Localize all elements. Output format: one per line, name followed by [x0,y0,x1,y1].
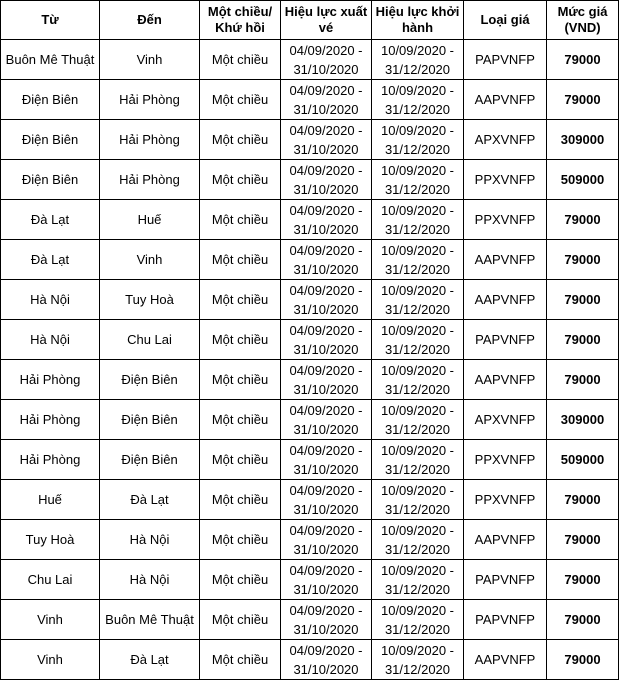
table-row [1,40,619,80]
table-row [1,280,619,320]
cell-trip-type: Một chiều [200,280,281,320]
ticketing-end-date: 31/10/2020 [293,221,359,237]
cell-to: Điện Biên [100,400,200,440]
ticketing-start-date: 04/09/2020 - [289,322,363,338]
cell-trip-type: Một chiều [200,320,281,360]
cell-travel-validity [372,200,464,240]
cell-to: Hà Nội [100,520,200,560]
cell-price: 509000 [547,440,619,480]
cell-to: Hà Nội [100,560,200,600]
ticketing-end-date: 31/10/2020 [293,101,359,117]
cell-fare-class: AAPVNFP [464,360,547,400]
cell-from: Đà Lạt [1,240,100,280]
cell-trip-type: Một chiều [200,400,281,440]
cell-ticketing-validity [281,320,372,360]
table-body [1,40,619,680]
ticketing-end-date: 31/10/2020 [293,181,359,197]
table-row [1,360,619,400]
cell-ticketing-validity [281,80,372,120]
travel-end-date: 31/12/2020 [384,301,451,317]
ticketing-start-date: 04/09/2020 - [289,642,363,658]
travel-end-date: 31/12/2020 [384,221,451,237]
cell-travel-validity [372,480,464,520]
cell-from: Vinh [1,600,100,640]
cell-fare-class: PPXVNFP [464,440,547,480]
header-fare-class: Loại giá [464,1,547,40]
cell-to: Buôn Mê Thuật [100,600,200,640]
cell-fare-class: APXVNFP [464,120,547,160]
table-row [1,480,619,520]
cell-price: 79000 [547,280,619,320]
cell-travel-validity [372,560,464,600]
cell-fare-class: PAPVNFP [464,600,547,640]
cell-ticketing-validity [281,600,372,640]
travel-end-date: 31/12/2020 [384,541,451,557]
cell-fare-class: PAPVNFP [464,560,547,600]
cell-fare-class: PPXVNFP [464,480,547,520]
table-row [1,320,619,360]
travel-end-date: 31/12/2020 [384,61,451,77]
cell-price: 309000 [547,400,619,440]
cell-from: Điện Biên [1,120,100,160]
ticketing-start-date: 04/09/2020 - [289,42,363,58]
cell-to: Chu Lai [100,320,200,360]
cell-price: 79000 [547,80,619,120]
cell-trip-type: Một chiều [200,80,281,120]
table-row [1,560,619,600]
cell-ticketing-validity [281,520,372,560]
cell-price: 79000 [547,200,619,240]
cell-from: Tuy Hoà [1,520,100,560]
cell-price: 79000 [547,520,619,560]
cell-ticketing-validity [281,640,372,680]
header-trip-type: Một chiều/ Khứ hồi [200,1,281,40]
cell-ticketing-validity [281,160,372,200]
ticketing-start-date: 04/09/2020 - [289,122,363,138]
travel-start-date: 10/09/2020 - [380,402,454,418]
cell-from: Hà Nội [1,280,100,320]
cell-fare-class: AAPVNFP [464,280,547,320]
cell-travel-validity [372,120,464,160]
table-row [1,400,619,440]
header-ticketing-validity: Hiệu lực xuất vé [281,1,372,40]
cell-from: Huế [1,480,100,520]
ticketing-start-date: 04/09/2020 - [289,562,363,578]
cell-trip-type: Một chiều [200,440,281,480]
header-to: Đến [100,1,200,40]
cell-price: 79000 [547,360,619,400]
cell-ticketing-validity [281,560,372,600]
cell-trip-type: Một chiều [200,560,281,600]
cell-from: Đà Lạt [1,200,100,240]
travel-end-date: 31/12/2020 [384,181,451,197]
cell-travel-validity [372,360,464,400]
cell-to: Hải Phòng [100,160,200,200]
ticketing-start-date: 04/09/2020 - [289,442,363,458]
cell-ticketing-validity [281,440,372,480]
cell-fare-class: PPXVNFP [464,200,547,240]
cell-trip-type: Một chiều [200,240,281,280]
travel-start-date: 10/09/2020 - [380,322,454,338]
ticketing-start-date: 04/09/2020 - [289,402,363,418]
ticketing-end-date: 31/10/2020 [293,501,359,517]
ticketing-end-date: 31/10/2020 [293,261,359,277]
cell-travel-validity [372,160,464,200]
cell-from: Hà Nội [1,320,100,360]
header-row [1,1,619,40]
cell-to: Vinh [100,40,200,80]
travel-end-date: 31/12/2020 [384,101,451,117]
table-row [1,200,619,240]
ticketing-end-date: 31/10/2020 [293,581,359,597]
cell-fare-class: AAPVNFP [464,640,547,680]
cell-from: Hải Phòng [1,440,100,480]
cell-trip-type: Một chiều [200,160,281,200]
cell-to: Điện Biên [100,440,200,480]
header-from: Từ [1,1,100,40]
cell-fare-class: AAPVNFP [464,240,547,280]
travel-start-date: 10/09/2020 - [380,122,454,138]
cell-fare-class: PAPVNFP [464,40,547,80]
cell-trip-type: Một chiều [200,120,281,160]
cell-travel-validity [372,400,464,440]
travel-end-date: 31/12/2020 [384,381,451,397]
cell-to: Đà Lạt [100,640,200,680]
ticketing-start-date: 04/09/2020 - [289,482,363,498]
cell-travel-validity [372,80,464,120]
cell-travel-validity [372,280,464,320]
travel-start-date: 10/09/2020 - [380,42,454,58]
cell-from: Điện Biên [1,160,100,200]
cell-from: Điện Biên [1,80,100,120]
cell-trip-type: Một chiều [200,480,281,520]
ticketing-start-date: 04/09/2020 - [289,82,363,98]
cell-ticketing-validity [281,280,372,320]
cell-from: Chu Lai [1,560,100,600]
cell-price: 79000 [547,320,619,360]
cell-price: 79000 [547,600,619,640]
travel-end-date: 31/12/2020 [384,341,451,357]
table-row [1,520,619,560]
cell-trip-type: Một chiều [200,200,281,240]
table-row [1,600,619,640]
travel-start-date: 10/09/2020 - [380,162,454,178]
cell-to: Hải Phòng [100,120,200,160]
ticketing-start-date: 04/09/2020 - [289,282,363,298]
travel-end-date: 31/12/2020 [384,421,451,437]
cell-ticketing-validity [281,400,372,440]
ticketing-end-date: 31/10/2020 [293,421,359,437]
cell-from: Hải Phòng [1,400,100,440]
ticketing-end-date: 31/10/2020 [293,461,359,477]
ticketing-start-date: 04/09/2020 - [289,242,363,258]
cell-ticketing-validity [281,200,372,240]
cell-fare-class: AAPVNFP [464,80,547,120]
travel-start-date: 10/09/2020 - [380,82,454,98]
table-row [1,120,619,160]
travel-start-date: 10/09/2020 - [380,642,454,658]
ticketing-end-date: 31/10/2020 [293,621,359,637]
cell-travel-validity [372,440,464,480]
cell-to: Điện Biên [100,360,200,400]
travel-start-date: 10/09/2020 - [380,482,454,498]
header-travel-validity: Hiệu lực khởi hành [372,1,464,40]
ticketing-start-date: 04/09/2020 - [289,362,363,378]
ticketing-start-date: 04/09/2020 - [289,602,363,618]
travel-start-date: 10/09/2020 - [380,522,454,538]
cell-from: Hải Phòng [1,360,100,400]
cell-fare-class: AAPVNFP [464,520,547,560]
travel-end-date: 31/12/2020 [384,461,451,477]
cell-price: 79000 [547,240,619,280]
ticketing-start-date: 04/09/2020 - [289,202,363,218]
travel-start-date: 10/09/2020 - [380,242,454,258]
cell-travel-validity [372,640,464,680]
cell-trip-type: Một chiều [200,360,281,400]
table-header [1,1,619,40]
travel-end-date: 31/12/2020 [384,141,451,157]
header-price: Mức giá (VND) [547,1,619,40]
travel-end-date: 31/12/2020 [384,501,451,517]
ticketing-end-date: 31/10/2020 [293,301,359,317]
travel-start-date: 10/09/2020 - [380,442,454,458]
cell-ticketing-validity [281,40,372,80]
cell-travel-validity [372,40,464,80]
cell-from: Buôn Mê Thuật [1,40,100,80]
travel-start-date: 10/09/2020 - [380,282,454,298]
cell-travel-validity [372,600,464,640]
cell-travel-validity [372,520,464,560]
cell-ticketing-validity [281,120,372,160]
ticketing-end-date: 31/10/2020 [293,61,359,77]
ticketing-end-date: 31/10/2020 [293,381,359,397]
cell-price: 79000 [547,560,619,600]
cell-travel-validity [372,320,464,360]
cell-trip-type: Một chiều [200,640,281,680]
cell-to: Huế [100,200,200,240]
ticketing-start-date: 04/09/2020 - [289,522,363,538]
cell-fare-class: APXVNFP [464,400,547,440]
cell-ticketing-validity [281,480,372,520]
travel-start-date: 10/09/2020 - [380,602,454,618]
table-row [1,440,619,480]
cell-to: Tuy Hoà [100,280,200,320]
ticketing-end-date: 31/10/2020 [293,661,359,677]
cell-fare-class: PAPVNFP [464,320,547,360]
ticketing-end-date: 31/10/2020 [293,341,359,357]
cell-travel-validity [372,240,464,280]
cell-to: Đà Lạt [100,480,200,520]
cell-trip-type: Một chiều [200,600,281,640]
table-row [1,160,619,200]
cell-to: Vinh [100,240,200,280]
travel-end-date: 31/12/2020 [384,621,451,637]
table-row [1,640,619,680]
cell-to: Hải Phòng [100,80,200,120]
cell-fare-class: PPXVNFP [464,160,547,200]
cell-price: 79000 [547,480,619,520]
travel-end-date: 31/12/2020 [384,581,451,597]
travel-end-date: 31/12/2020 [384,261,451,277]
table-row [1,80,619,120]
travel-start-date: 10/09/2020 - [380,362,454,378]
cell-price: 79000 [547,640,619,680]
cell-trip-type: Một chiều [200,520,281,560]
travel-end-date: 31/12/2020 [384,661,451,677]
cell-ticketing-validity [281,240,372,280]
cell-price: 509000 [547,160,619,200]
cell-ticketing-validity [281,360,372,400]
travel-start-date: 10/09/2020 - [380,202,454,218]
cell-trip-type: Một chiều [200,40,281,80]
ticketing-start-date: 04/09/2020 - [289,162,363,178]
travel-start-date: 10/09/2020 - [380,562,454,578]
ticketing-end-date: 31/10/2020 [293,141,359,157]
cell-from: Vinh [1,640,100,680]
cell-price: 79000 [547,40,619,80]
table-row [1,240,619,280]
ticketing-end-date: 31/10/2020 [293,541,359,557]
cell-price: 309000 [547,120,619,160]
